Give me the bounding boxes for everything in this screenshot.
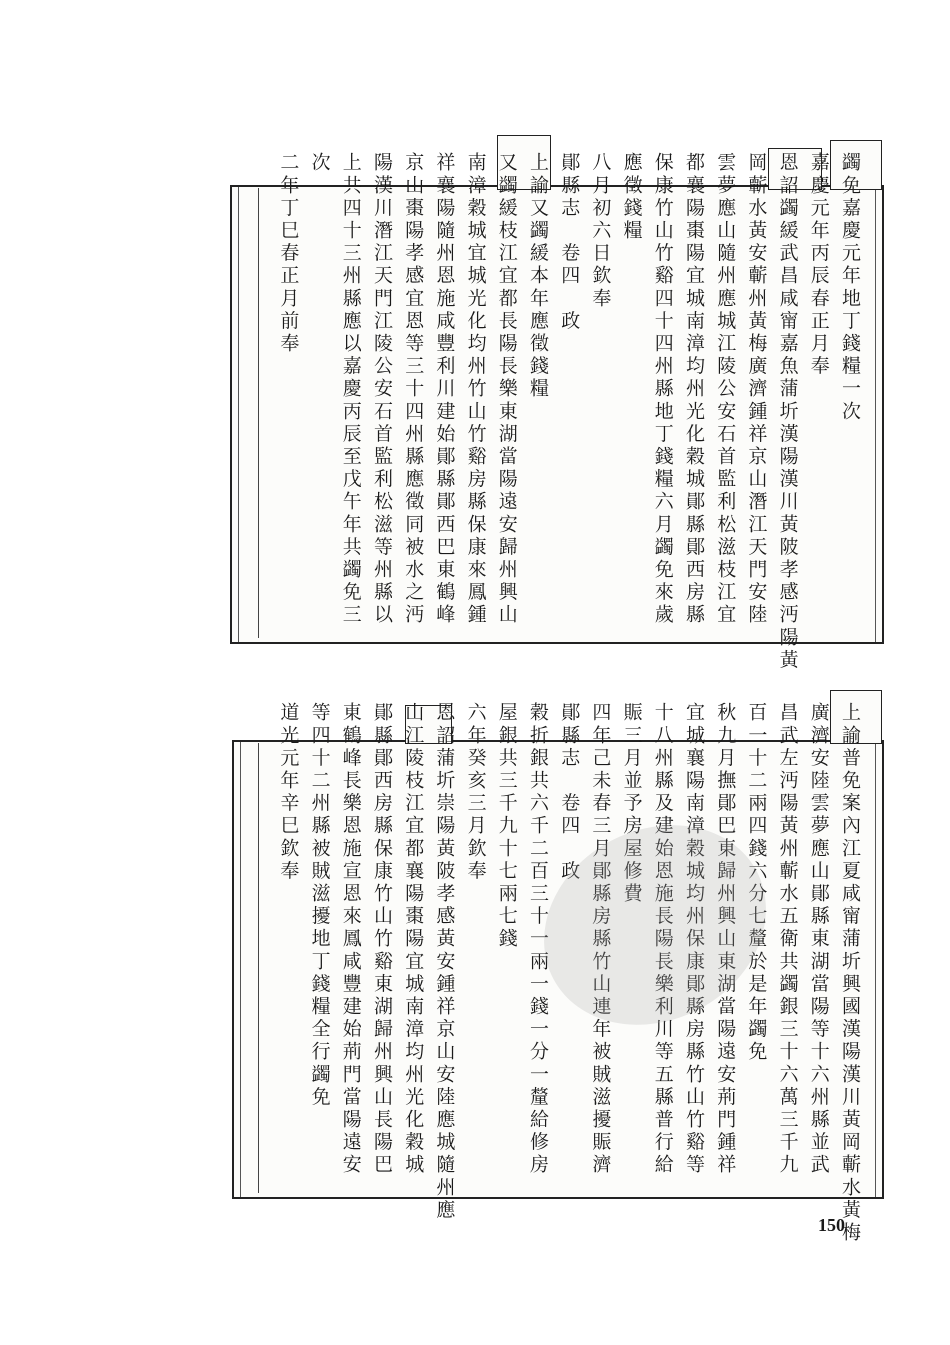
top-page-column: 上共四十三州縣應以嘉慶丙辰至戊午年共蠲免三: [339, 152, 362, 627]
top-page-column: 恩詔蠲緩武昌咸甯嘉魚蒲圻漢陽漢川黃陂孝感沔陽黃: [776, 152, 799, 672]
bottom-page-column: 鄖縣志 卷四 政: [558, 702, 581, 883]
bottom-page-column: 十八州縣及建始恩施長陽長樂利川等五縣普行給: [651, 702, 674, 1177]
top-page-column: 雲夢應山隨州應城江陵公安石首監利松滋枝江宜: [714, 152, 737, 627]
bottom-page-column: 賑三月並予房屋修費: [620, 702, 643, 906]
bottom-page-column: 秋九月撫鄖巴東歸州興山東湖當陽遠安荊門鍾祥: [714, 702, 737, 1177]
top-page-column: 八月初六日欽奉: [589, 152, 612, 311]
top-page-column: 又蠲緩枝江宜都長陽長樂東湖當陽遠安歸州興山: [495, 152, 518, 627]
top-page-column: 應徵錢糧: [620, 152, 643, 243]
bottom-page-column: 宜城襄陽南漳穀城均州保康鄖縣房縣竹山竹谿等: [683, 702, 705, 1177]
bottom-page-column: 東鶴峰長樂恩施宣恩來鳳咸豐建始荊門當陽遠安: [339, 702, 362, 1177]
top-page-column: 二年丁巳春正月前奉: [277, 152, 300, 356]
top-page-column: 京山棗陽孝感宜恩等三十四州縣應徵同被水之沔: [402, 152, 425, 627]
bottom-page-column: 百一十二兩四錢六分七釐於是年蠲免: [745, 702, 768, 1064]
top-page-column: 祥襄陽隨州恩施咸豐利川建始鄖縣鄖西巴東鶴峰: [433, 152, 456, 627]
top-page-column: 嘉慶元年丙辰春正月奉: [807, 152, 830, 378]
top-page-column: 都襄陽棗陽宜城南漳均州光化穀城鄖縣鄖西房縣: [683, 152, 705, 627]
top-page-column: 鄖縣志 卷四 政: [558, 152, 581, 333]
bottom-page-column: 穀折銀共六千二百三十一兩一錢一分一釐給修房: [527, 702, 549, 1177]
top-page-column: 陽漢川潛江天門江陵公安石首監利松滋等州縣以: [371, 152, 393, 627]
bottom-page-column: 六年癸亥三月欽奉: [464, 702, 487, 883]
top-page-column: 蠲免嘉慶元年地丁錢糧一次: [839, 152, 861, 424]
top-page-column: 次: [308, 152, 331, 175]
bottom-page-column: 四年己未春三月鄖縣房縣竹山連年被賊滋擾賑濟: [589, 702, 612, 1177]
bottom-page-column: 廣濟安陸雲夢應山鄖縣東湖當陽等十六州縣並武: [807, 702, 830, 1177]
bottom-page-column: 等四十二州縣被賊滋擾地丁錢糧全行蠲免: [308, 702, 331, 1109]
bottom-divider: [258, 743, 259, 1193]
bottom-page-column: 恩詔蒲圻崇陽黃陂孝感黃安鍾祥京山安陸應城隨州應: [433, 702, 456, 1222]
bottom-page-column: 鄖縣鄖西房縣保康竹山竹谿東湖歸州興山長陽巴: [371, 702, 393, 1177]
bottom-page-column: 道光元年辛巳欽奉: [277, 702, 300, 883]
bottom-page-column: 山江陵枝江宜都襄陽棗陽宜城南漳均州光化穀城: [402, 702, 425, 1177]
top-divider: [258, 188, 259, 638]
top-page-column: 上諭又蠲緩本年應徵錢糧: [527, 152, 549, 401]
bottom-page-column: 昌武左沔陽黃州蘄水五衛共蠲銀三十六萬三千九: [776, 702, 799, 1177]
top-page-column: 岡蘄水黃安蘄州黃梅廣濟鍾祥京山潛江天門安陸: [745, 152, 768, 627]
top-page-column: 保康竹山竹谿四十四州縣地丁錢糧六月蠲免來歲: [651, 152, 674, 627]
bottom-page-column: 屋銀共三千九十七兩七錢: [495, 702, 518, 951]
bottom-page-column: 上諭普免案內江夏咸甯蒲圻興國漢陽漢川黃岡蘄水黃梅: [839, 702, 861, 1245]
top-page-column: 南漳穀城宜城光化均州竹山竹谿房縣保康來鳳鍾: [464, 152, 487, 627]
page-number: 150: [818, 1215, 845, 1235]
